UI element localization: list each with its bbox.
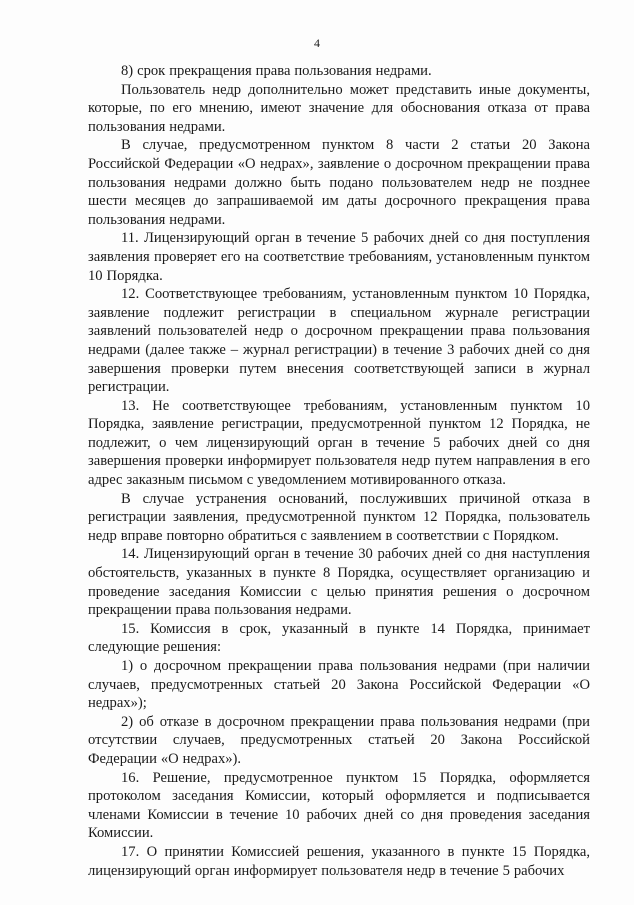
paragraph: 17. О принятии Комиссией решения, указанного в пункте 15 Порядка, лицензирующий орган информирует пользователя недр в течение 5 рабочих [88, 843, 590, 879]
paragraph: В случае устранения оснований, послуживших причиной отказа в регистрации заявления, предусмотренной пунктом 12 Порядка, пользователь недр вправе повторно обратиться с заявлением в соответствии с Порядком. [88, 490, 590, 544]
paragraph: Пользователь недр дополнительно может представить иные документы, которые, по его мнению, имеют значение для обоснования отказа от права пользования недрами. [88, 81, 590, 135]
paragraph: 2) об отказе в досрочном прекращении права пользования недрами (при отсутствии случаев, предусмотренных статьей 20 Закона Российской Федерации «О недрах»). [88, 713, 590, 767]
paragraph: 15. Комиссия в срок, указанный в пункте 14 Порядка, принимает следующие решения: [88, 620, 590, 656]
paragraph: 13. Не соответствующее требованиям, установленным пунктом 10 Порядка, заявление регистрации, предусмотренной пунктом 12 Порядка, не подлежит, о чем лицензирующий орган в течение 5 рабочих дней со дня завершения проверки информирует пользователя недр путем направления в его адрес заказным письмом с уведомлением мотивированного отказа. [88, 397, 590, 489]
paragraph: В случае, предусмотренном пунктом 8 части 2 статьи 20 Закона Российской Федерации «О недрах», заявление о досрочном прекращении права пользования недрами должно быть подано пользователем недр не позднее шести месяцев до запрашиваемой им даты досрочного прекращения права пользования недрами. [88, 137, 590, 228]
paragraph: 14. Лицензирующий орган в течение 30 рабочих дней со дня наступления обстоятельств, указанных в пункте 8 Порядка, осуществляет организацию и проведение заседания Комиссии с целью принятия решения о досрочном прекращении права пользования недрами. [88, 546, 590, 619]
page-number: 4 [314, 36, 320, 50]
paragraph: 12. Соответствующее требованиям, установленным пунктом 10 Порядка, заявление подлежит регистрации в специальном журнале регистрации заявлений пользователей недр о досрочном прекращении права пользования недрами (далее также – журнал регистрации) в течение 3 рабочих дней со дня завершения проверки путем внесения соответствующей записи в журнал регистрации. [88, 286, 590, 396]
paragraph: 16. Решение, предусмотренное пунктом 15 Порядка, оформляется протоколом заседания Комиссии, который оформляется и подписывается членами Комиссии в течение 10 рабочих дней со дня проведения заседания Комиссии. [88, 769, 590, 842]
document-body [88, 62, 590, 880]
paragraph: 11. Лицензирующий орган в течение 5 рабочих дней со дня поступления заявления проверяет его на соответствие требованиям, установленным пунктом 10 Порядка. [88, 230, 590, 284]
paragraph: 1) о досрочном прекращении права пользования недрами (при наличии случаев, предусмотренных статьей 20 Закона Российской Федерации «О недрах»); [88, 658, 590, 712]
paragraph: 8) срок прекращения права пользования недрами. [121, 63, 432, 79]
